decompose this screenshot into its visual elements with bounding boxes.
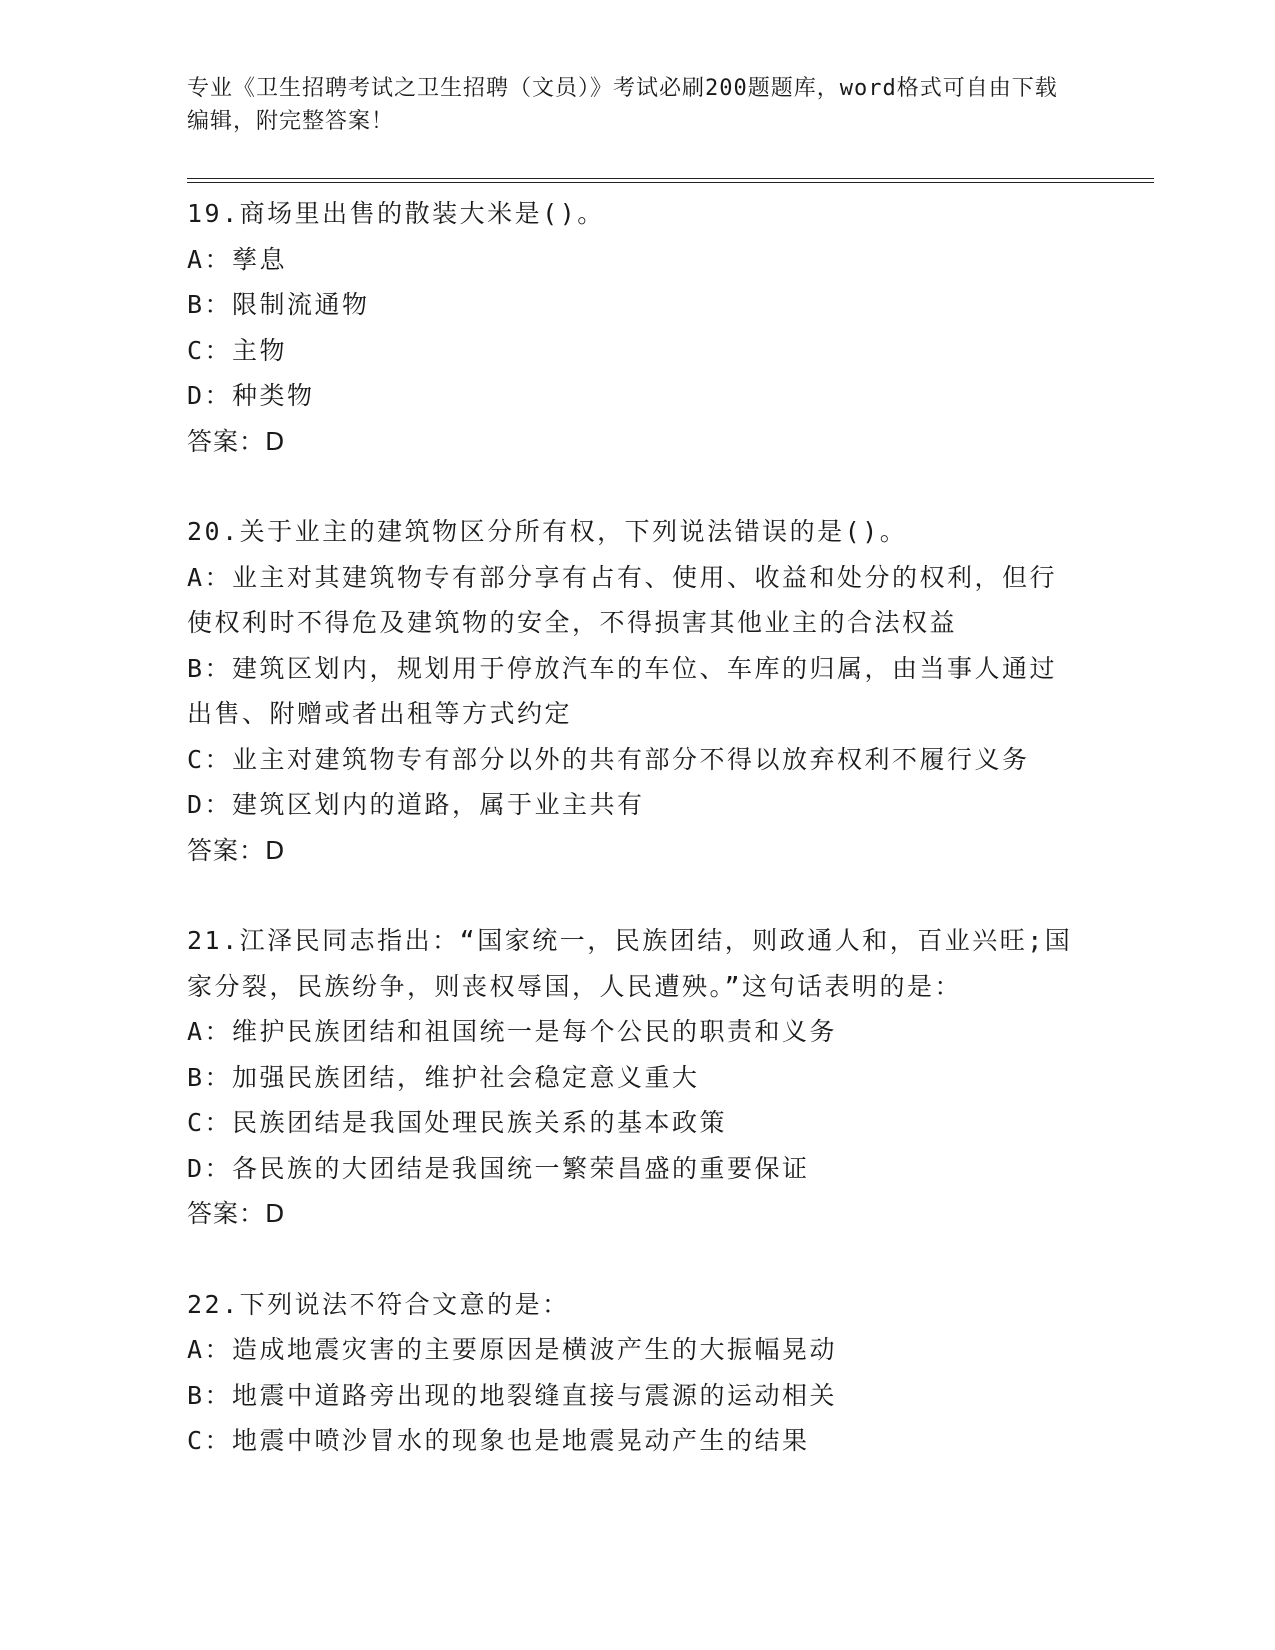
option-b: B：建筑区划内，规划用于停放汽车的车位、车库的归属，由当事人通过出售、附赠或者出租等方式约定 [187, 653, 1058, 728]
question-19 [187, 191, 1077, 464]
option-d: D：建筑区划内的道路，属于业主共有 [187, 790, 645, 819]
option-a: A：维护民族团结和祖国统一是每个公民的职责和义务 [187, 1017, 838, 1046]
header-divider [187, 178, 1154, 183]
option-a: A：造成地震灾害的主要原因是横波产生的大振幅晃动 [187, 1335, 838, 1364]
question-22 [187, 1282, 1077, 1464]
answer-line: 答案：D [187, 835, 286, 865]
answer-line: 答案：D [187, 426, 286, 456]
option-a: A：业主对其建筑物专有部分享有占有、使用、收益和处分的权利，但行使权利时不得危及建筑物的安全，不得损害其他业主的合法权益 [187, 562, 1058, 637]
option-b: B：限制流通物 [187, 290, 370, 319]
question-stem: 21.江泽民同志指出：“国家统一，民族团结，则政通人和，百业兴旺;国家分裂，民族纷争，则丧权辱国，人民遭殃。”这句话表明的是： [187, 926, 1073, 1001]
option-b: B：加强民族团结，维护社会稳定意义重大 [187, 1062, 700, 1092]
option-c: C：民族团结是我国处理民族关系的基本政策 [187, 1108, 728, 1137]
answer-line: 答案：D [187, 1199, 286, 1228]
question-stem: 20.关于业主的建筑物区分所有权，下列说法错误的是()。 [187, 517, 908, 546]
question-list [187, 191, 1077, 1509]
option-c: C：业主对建筑物专有部分以外的共有部分不得以放弃权利不履行义务 [187, 744, 1030, 774]
option-b: B：地震中道路旁出现的地裂缝直接与震源的运动相关 [187, 1380, 838, 1410]
option-c: C：地震中喷沙冒水的现象也是地震晃动产生的结果 [187, 1426, 810, 1455]
question-stem: 22.下列说法不符合文意的是： [187, 1289, 570, 1319]
option-a: A：孳息 [187, 244, 288, 274]
question-21 [187, 918, 1077, 1237]
option-d: D：各民族的大团结是我国统一繁荣昌盛的重要保证 [187, 1153, 810, 1183]
question-stem: 19.商场里出售的散装大米是()。 [187, 199, 605, 228]
option-d: D：种类物 [187, 381, 315, 410]
option-c: C：主物 [187, 335, 288, 365]
document-header: 专业《卫生招聘考试之卫生招聘（文员）》考试必刷200题题库，word格式可自由下载编辑，附完整答案！ [187, 76, 1058, 134]
question-20 [187, 509, 1077, 873]
